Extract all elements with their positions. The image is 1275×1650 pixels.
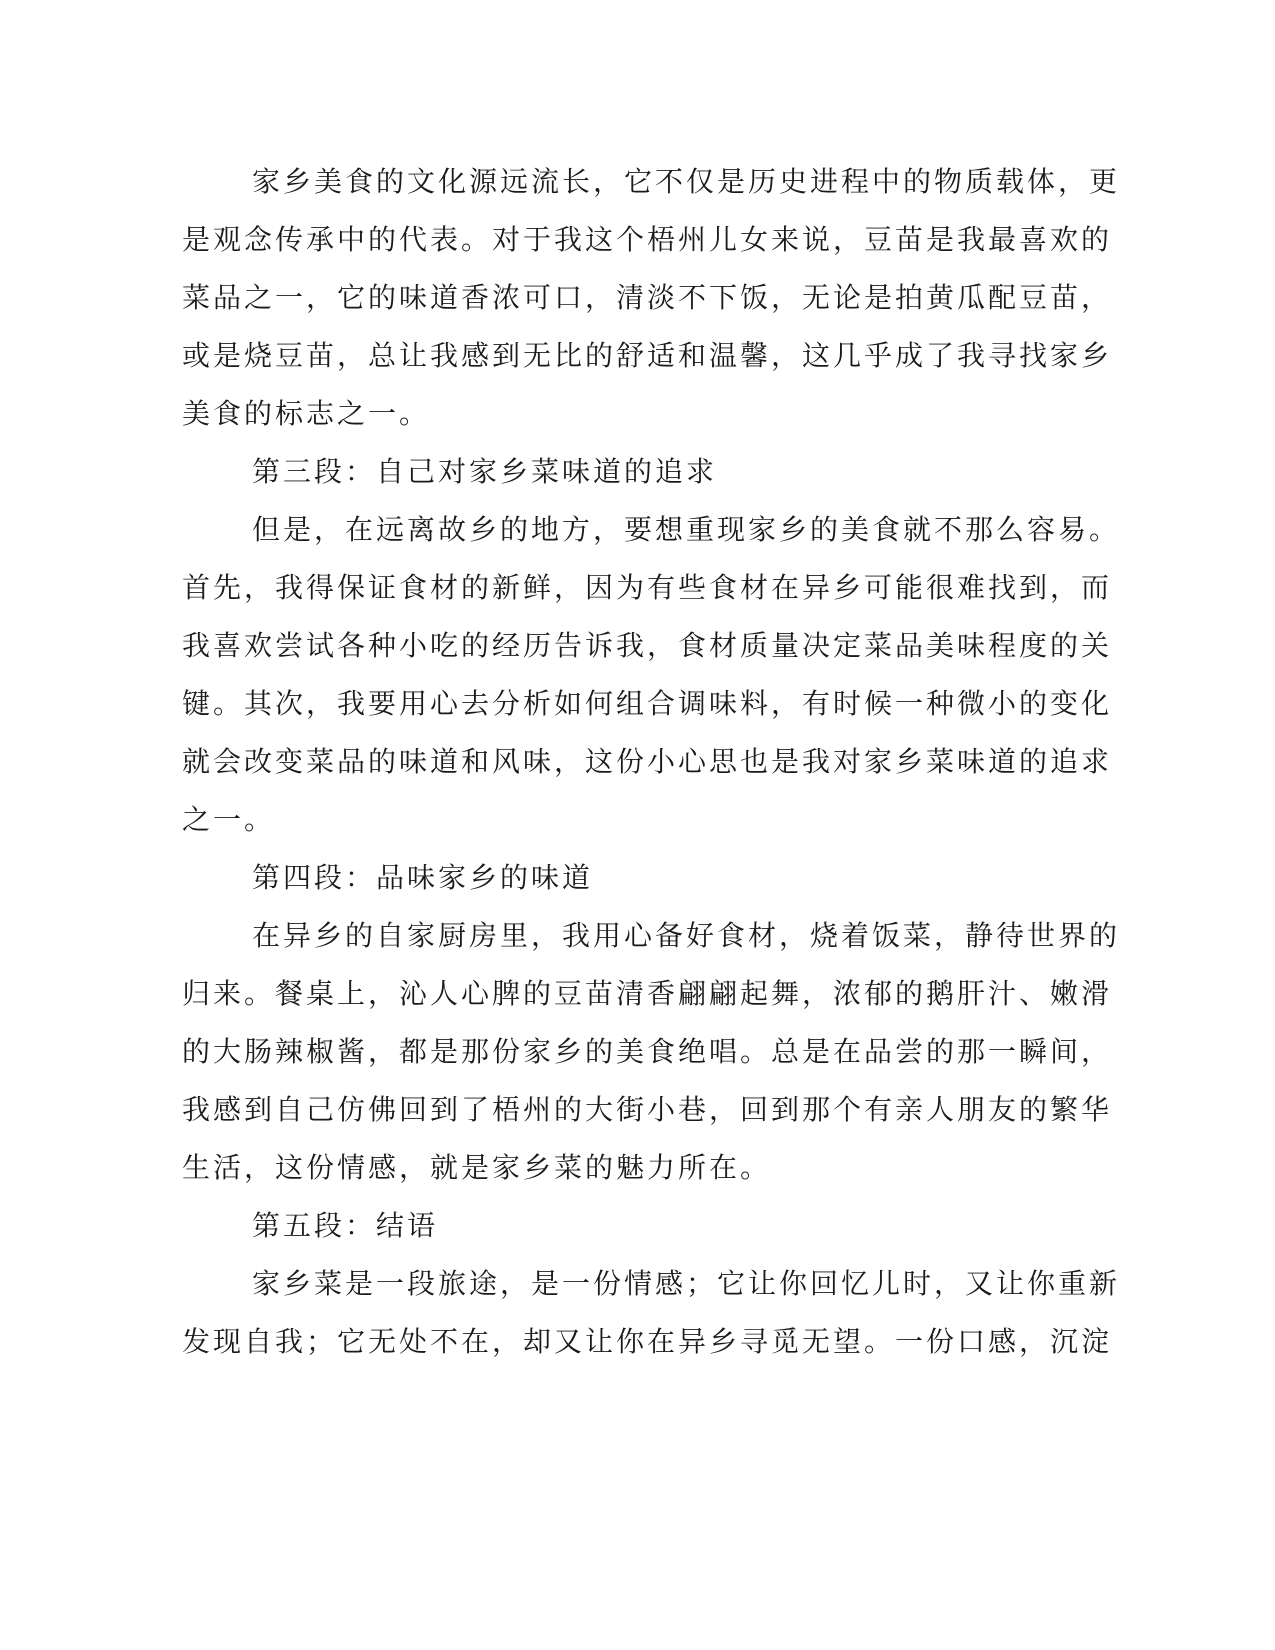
paragraph-line: 归来。餐桌上，沁人心脾的豆苗清香翩翩起舞，浓郁的鹅肝汁、嫩滑 — [182, 977, 1113, 1010]
paragraph-line: 就会改变菜品的味道和风味，这份小心思也是我对家乡菜味道的追求 — [182, 745, 1113, 778]
paragraph-line: 或是烧豆苗，总让我感到无比的舒适和温馨，这几乎成了我寻找家乡 — [182, 339, 1113, 372]
section-heading-4: 第四段：品味家乡的味道 — [252, 861, 594, 894]
paragraph-line: 菜品之一，它的味道香浓可口，清淡不下饭，无论是拍黄瓜配豆苗， — [182, 281, 1113, 314]
paragraph-line: 美食的标志之一。 — [182, 397, 431, 430]
paragraph-line: 键。其次，我要用心去分析如何组合调味料，有时候一种微小的变化 — [182, 687, 1113, 720]
paragraph-line: 在异乡的自家厨房里，我用心备好食材，烧着饭菜，静待世界的 — [252, 919, 1121, 952]
document-body — [182, 153, 1121, 1371]
section-heading-3: 第三段：自己对家乡菜味道的追求 — [252, 455, 718, 488]
paragraph-line: 生活，这份情感，就是家乡菜的魅力所在。 — [182, 1151, 772, 1184]
paragraph-line: 家乡菜是一段旅途，是一份情感；它让你回忆儿时，又让你重新 — [252, 1267, 1121, 1300]
paragraph-line: 我喜欢尝试各种小吃的经历告诉我，食材质量决定菜品美味程度的关 — [182, 629, 1113, 662]
paragraph-line: 是观念传承中的代表。对于我这个梧州儿女来说，豆苗是我最喜欢的 — [182, 223, 1113, 256]
paragraph-line: 的大肠辣椒酱，都是那份家乡的美食绝唱。总是在品尝的那一瞬间， — [182, 1035, 1113, 1068]
paragraph-line: 我感到自己仿佛回到了梧州的大街小巷，回到那个有亲人朋友的繁华 — [182, 1093, 1113, 1126]
paragraph-line: 首先，我得保证食材的新鲜，因为有些食材在异乡可能很难找到，而 — [182, 571, 1113, 604]
paragraph-line: 发现自我；它无处不在，却又让你在异乡寻觅无望。一份口感，沉淀 — [182, 1325, 1113, 1358]
section-heading-5: 第五段：结语 — [252, 1209, 439, 1242]
paragraph-line: 之一。 — [182, 803, 276, 836]
paragraph-line: 家乡美食的文化源远流长，它不仅是历史进程中的物质载体，更 — [252, 165, 1121, 198]
paragraph-line: 但是，在远离故乡的地方，要想重现家乡的美食就不那么容易。 — [252, 513, 1121, 546]
